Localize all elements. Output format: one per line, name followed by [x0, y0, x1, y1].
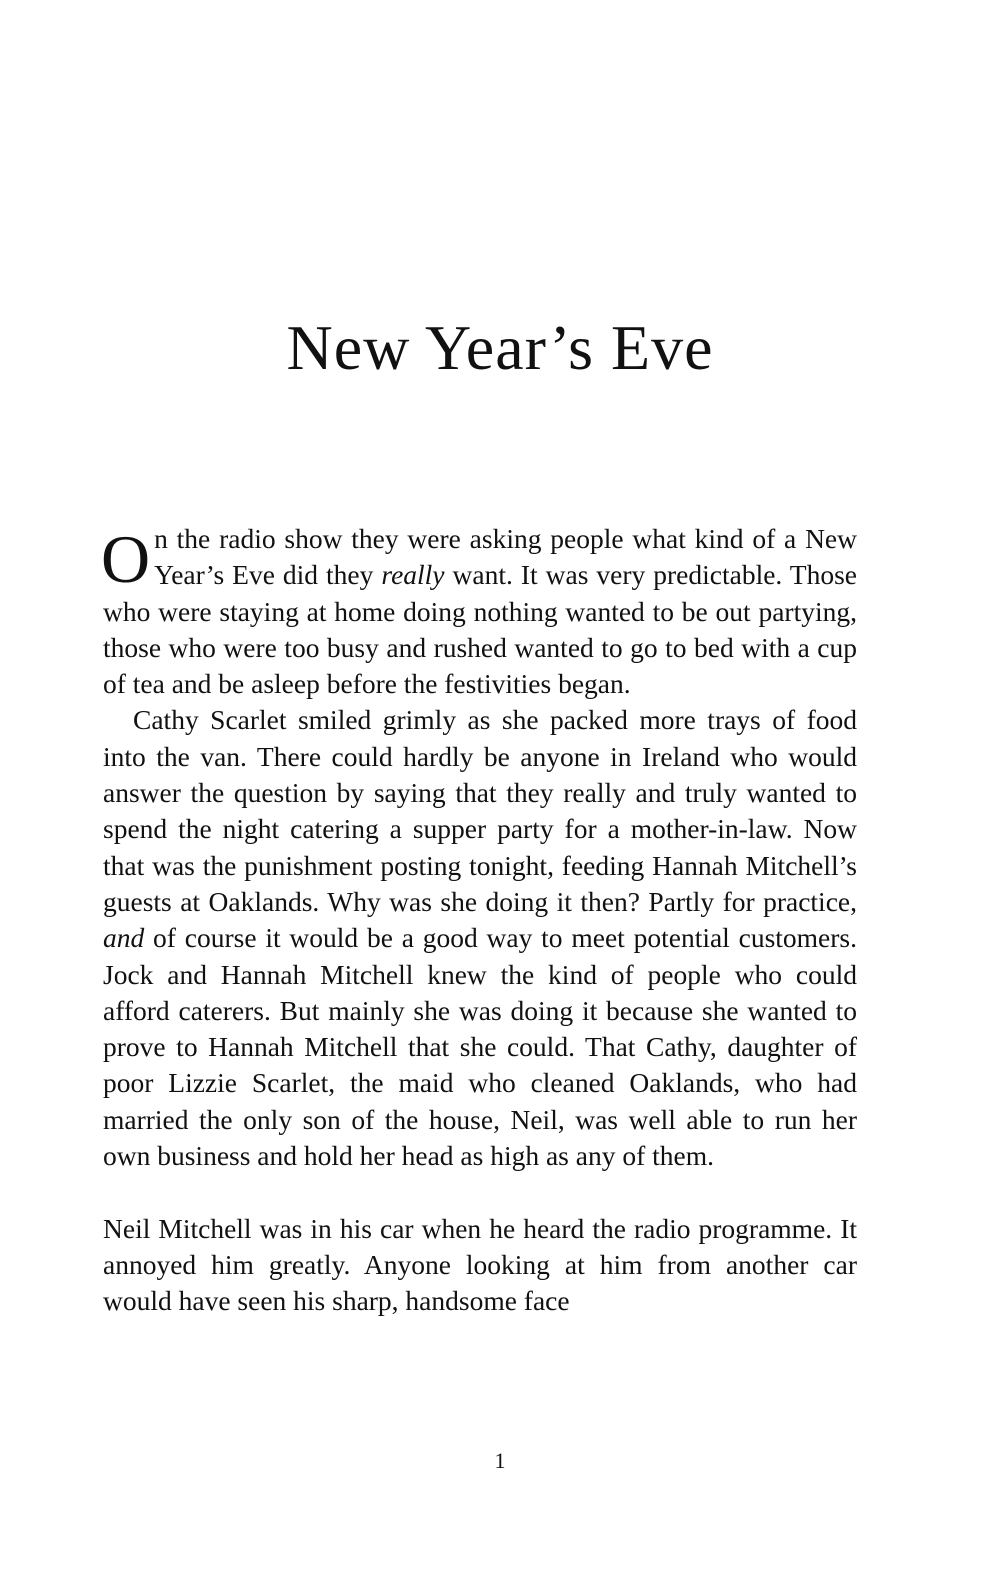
paragraph-text: Cathy Scarlet smiled grimly as she packed more trays of food into the van. There could hardly be anyone in Ireland who would answer the question by saying that they really and truly wanted to spend the night catering a supper party for a mother-in-law. Now that was the punishment posting tonight, feeding Hannah Mitchell’s guests at Oaklands. Why was she doing it then? Partly for practice, [103, 704, 857, 917]
emphasis-text: and [103, 922, 145, 954]
drop-cap: O [101, 521, 151, 597]
opening-paragraph [103, 521, 857, 702]
page-number: 1 [494, 1448, 506, 1473]
chapter-title: New Year’s Eve [286, 312, 714, 383]
paragraph-text: of course it would be a good way to meet potential customers. Jock and Hannah Mitchell knew the kind of people who could afford caterers. But mainly she was doing it because she wanted to prove to Hannah Mitchell that she could. That Cathy, daughter of poor Lizzie Scarlet, the maid who cleaned Oaklands, who had married the only son of the house, Neil, was well able to run her own business and hold her head as high as any of them. [103, 922, 857, 1172]
body-text [103, 521, 857, 1320]
paragraph [103, 702, 857, 1174]
paragraph-text: n the radio show they were asking people what kind of a New Year’s Eve did they [154, 523, 857, 591]
paragraph-text: want. It was very predictable. Those who were staying at home doing nothing wanted to be out partying, those who were too busy and rushed wanted to go to bed with a cup of tea and be asleep before the festivities began. [103, 559, 858, 700]
section-paragraph [103, 1211, 857, 1320]
emphasis-text: really [381, 559, 445, 591]
paragraph-text: Neil Mitchell was in his car when he heard the radio programme. It annoyed him greatly. Anyone looking at him from another car would have seen his sharp, handsome face [103, 1212, 857, 1317]
